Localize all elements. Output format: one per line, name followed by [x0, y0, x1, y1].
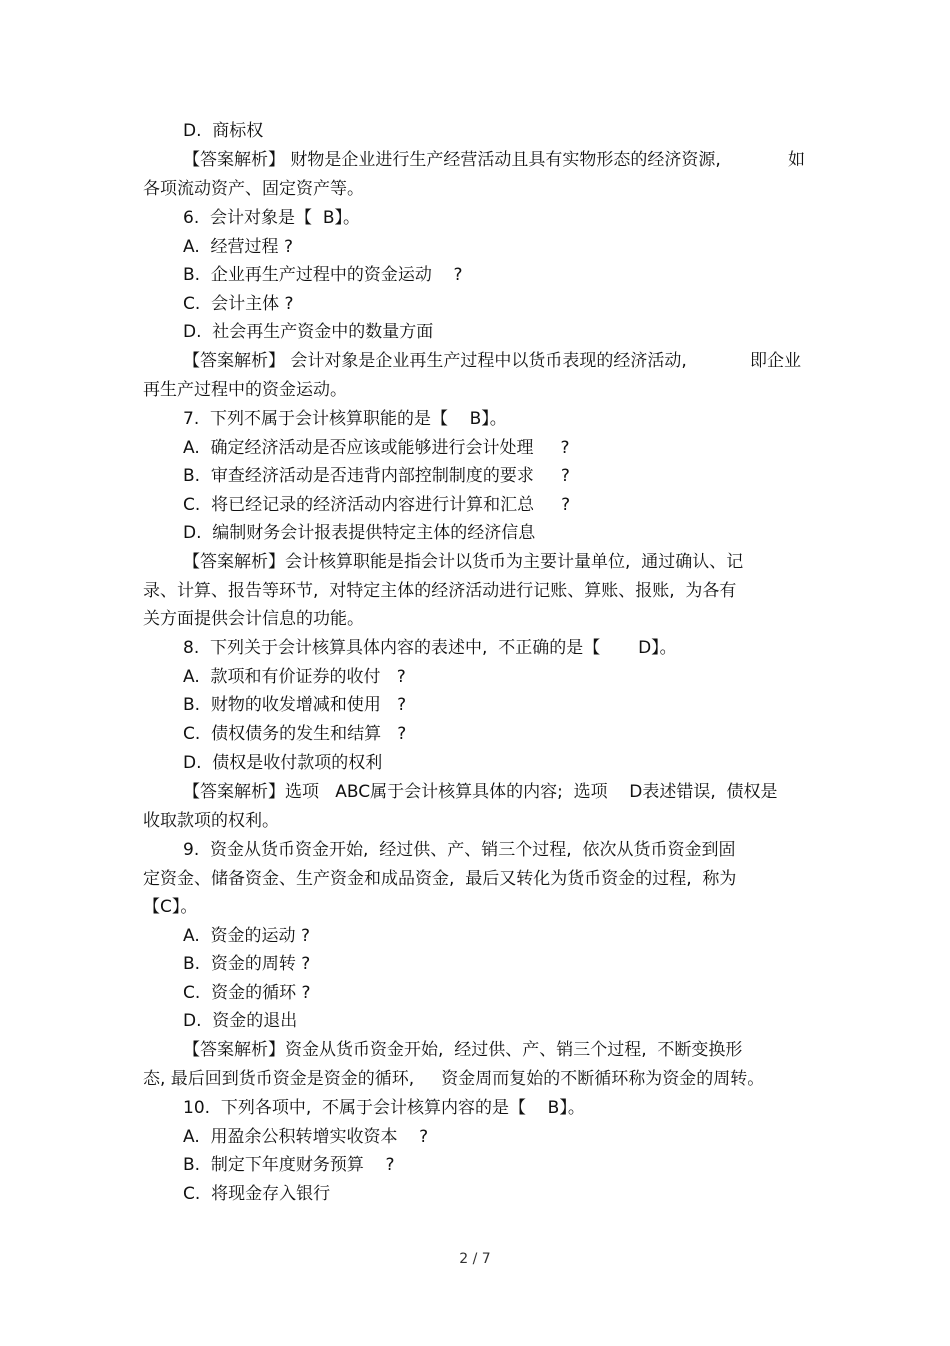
option-line: B. 企业再生产过程中的资金运动 ?	[183, 265, 463, 285]
option-line: A. 款项和有价证券的收付 ?	[183, 667, 406, 687]
explanation-continuation: 态, 最后回到货币资金是资金的循环, 资金周而复始的不断循环称为资金的周转。	[143, 1069, 765, 1089]
option-line: C. 会计主体 ?	[183, 294, 294, 314]
option-line: C. 资金的循环 ?	[183, 983, 311, 1003]
option-line: C. 将已经记录的经济活动内容进行计算和汇总 ?	[183, 495, 571, 515]
question-line: 7. 下列不属于会计核算职能的是【 B】。	[183, 409, 507, 429]
option-line: A. 用盈余公积转增实收资本 ?	[183, 1127, 429, 1147]
option-line: B. 财物的收发增减和使用 ?	[183, 695, 407, 715]
question-line: 8. 下列关于会计核算具体内容的表述中, 不正确的是【 D】。	[183, 638, 677, 658]
option-line: C. 债权债务的发生和结算 ?	[183, 724, 407, 744]
option-line: A. 确定经济活动是否应该或能够进行会计处理 ?	[183, 438, 570, 458]
explanation-fragment: 如	[788, 150, 805, 170]
page-number: 2 / 7	[459, 1251, 491, 1267]
answer-explanation: 【答案解析】会计核算职能是指会计以货币为主要计量单位, 通过确认、记	[183, 552, 744, 572]
explanation-continuation: 收取款项的权利。	[143, 811, 279, 831]
option-line: C. 将现金存入银行	[183, 1184, 331, 1204]
question-continuation: 【C】。	[143, 897, 198, 917]
option-line: A. 经营过程 ?	[183, 237, 293, 257]
question-line: 9. 资金从货币资金开始, 经过供、产、销三个过程, 依次从货币资金到固	[183, 840, 736, 860]
answer-explanation: 【答案解析】 财物是企业进行生产经营活动且具有实物形态的经济资源,	[183, 150, 721, 170]
question-line: 10. 下列各项中, 不属于会计核算内容的是【 B】。	[183, 1098, 585, 1118]
explanation-fragment: 即企业	[750, 351, 801, 371]
question-continuation: 定资金、储备资金、生产资金和成品资金, 最后又转化为货币资金的过程, 称为	[143, 869, 737, 889]
explanation-continuation: 录、计算、报告等环节, 对特定主体的经济活动进行记账、算账、报账, 为各有	[143, 581, 737, 601]
answer-explanation: 【答案解析】选项 ABC属于会计核算具体的内容; 选项 D表述错误, 债权是	[183, 782, 778, 802]
option-line: D. 资金的退出	[183, 1011, 298, 1031]
option-line: D. 编制财务会计报表提供特定主体的经济信息	[183, 523, 536, 543]
answer-explanation: 【答案解析】 会计对象是企业再生产过程中以货币表现的经济活动,	[183, 351, 687, 371]
option-line: B. 审查经济活动是否违背内部控制制度的要求 ?	[183, 466, 570, 486]
option-line: D. 商标权	[183, 121, 264, 141]
option-line: D. 社会再生产资金中的数量方面	[183, 322, 434, 342]
answer-explanation: 【答案解析】资金从货币资金开始, 经过供、产、销三个过程, 不断变换形	[183, 1040, 743, 1060]
option-line: D. 债权是收付款项的权利	[183, 753, 383, 773]
explanation-continuation: 关方面提供会计信息的功能。	[143, 609, 364, 629]
option-line: B. 资金的周转 ?	[183, 954, 311, 974]
option-line: A. 资金的运动 ?	[183, 926, 310, 946]
question-line: 6. 会计对象是【 B】。	[183, 208, 360, 228]
option-line: B. 制定下年度财务预算 ?	[183, 1155, 395, 1175]
explanation-continuation: 再生产过程中的资金运动。	[143, 380, 347, 400]
explanation-continuation: 各项流动资产、固定资产等。	[143, 179, 364, 199]
